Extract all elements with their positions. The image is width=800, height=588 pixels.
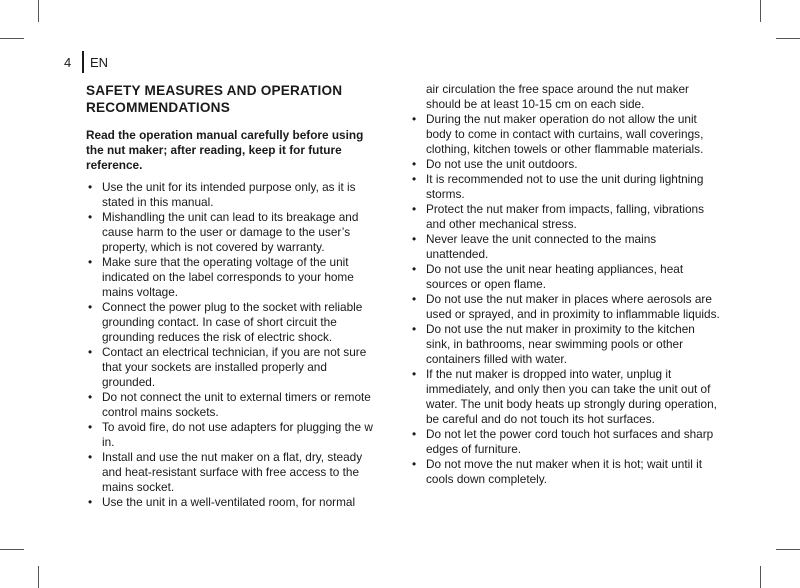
bullet-icon: •: [88, 210, 93, 224]
list-item: [410, 427, 720, 457]
list-item: [86, 255, 382, 300]
crop-mark: [760, 566, 761, 588]
bullet-icon: •: [412, 322, 417, 336]
list-item-text: Contact an electrical technician, if you are not sure that your sockets are installed properly and grounded.: [102, 345, 367, 389]
list-item-text: Use the unit in a well-ventilated room, for normal: [102, 495, 356, 509]
list-item: [410, 322, 720, 367]
list-item: [410, 367, 720, 427]
bullet-icon: •: [412, 367, 417, 381]
right-column: [410, 82, 720, 487]
bullet-icon: •: [88, 420, 93, 434]
crop-mark: [0, 549, 24, 550]
list-item: [86, 210, 382, 255]
list-item: [86, 345, 382, 390]
bullet-icon: •: [412, 202, 417, 216]
list-item-text: Do not use the nut maker in proximity to the kitchen sink, in bathrooms, near swimming pools or other containers filled with water.: [426, 322, 695, 366]
list-item-text: Never leave the unit connected to the mains unattended.: [426, 232, 657, 261]
bullet-icon: •: [412, 232, 417, 246]
header-divider: [82, 51, 84, 73]
safety-list-right: [410, 112, 720, 487]
list-item: [410, 157, 720, 172]
list-item-text: Make sure that the operating voltage of the unit indicated on the label corresponds to your home mains voltage.: [102, 255, 354, 299]
list-item: [86, 450, 382, 495]
bullet-icon: •: [88, 390, 93, 404]
crop-mark: [776, 549, 800, 550]
crop-mark: [760, 0, 761, 22]
bullet-icon: •: [412, 112, 417, 126]
list-item-text: Do not use the unit near heating appliances, heat sources or open flame.: [426, 262, 684, 291]
list-item-text: Connect the power plug to the socket with reliable grounding contact. In case of short circuit the grounding reduces the risk of electric shock.: [102, 300, 363, 344]
list-item-text: Protect the nut maker from impacts, falling, vibrations and other mechanical stress.: [426, 202, 704, 231]
crop-mark: [38, 566, 39, 588]
left-column: [86, 82, 382, 510]
bullet-icon: •: [88, 345, 93, 359]
section-title: SAFETY MEASURES AND OPERATION RECOMMENDATIONS: [86, 83, 343, 115]
list-item-text: During the nut maker operation do not allow the unit body to come in contact with curtains, wall coverings, clothing, kitchen towels or other flammable materials.: [426, 112, 704, 156]
page-number: 4: [64, 54, 72, 70]
bullet-icon: •: [412, 157, 417, 171]
list-item: [410, 457, 720, 487]
crop-mark: [38, 0, 39, 22]
list-item-text: Do not use the nut maker in places where aerosols are used or sprayed, and in proximity to inflammable liquids.: [426, 292, 720, 321]
list-item-text: It is recommended not to use the unit during lightning storms.: [426, 172, 704, 201]
list-item: [86, 390, 382, 420]
list-item: [86, 420, 382, 450]
bullet-icon: •: [88, 495, 93, 509]
bullet-icon: •: [88, 180, 93, 194]
language-code: EN: [90, 54, 109, 70]
bullet-icon: •: [412, 427, 417, 441]
list-item-text: Do not connect the unit to external timers or remote control mains sockets.: [102, 390, 371, 419]
list-item-text: Mishandling the unit can lead to its breakage and cause harm to the user or damage to the user’s property, which is not covered by warranty.: [102, 210, 359, 254]
list-item-text: Use the unit for its intended purpose only, as it is stated in this manual.: [102, 180, 356, 209]
crop-mark: [776, 38, 800, 39]
safety-list-left: [86, 180, 382, 510]
page-header: [64, 50, 108, 74]
bullet-icon: •: [412, 457, 417, 471]
continued-text: air circulation the free space around the nut maker should be at least 10-15 cm on each side.: [426, 82, 689, 111]
list-item-text: If the nut maker is dropped into water, unplug it immediately, and only then you can take the unit out of water. The unit body heats up strongly during operation, be careful and do not touch its hot surfaces.: [426, 367, 717, 426]
bullet-icon: •: [412, 172, 417, 186]
list-item: [410, 172, 720, 202]
list-item: [410, 262, 720, 292]
list-item-text: Do not move the nut maker when it is hot; wait until it cools down completely.: [426, 457, 703, 486]
bullet-icon: •: [88, 255, 93, 269]
bullet-icon: •: [88, 300, 93, 314]
list-item: [410, 232, 720, 262]
list-item: [410, 292, 720, 322]
list-item-text: Install and use the nut maker on a flat, dry, steady and heat-resistant surface with free access to the mains socket.: [102, 450, 363, 494]
list-item: [410, 202, 720, 232]
crop-mark: [0, 38, 24, 39]
list-item-text: Do not use the unit outdoors.: [426, 157, 578, 171]
bullet-icon: •: [412, 292, 417, 306]
bullet-icon: •: [88, 450, 93, 464]
list-item-text: To avoid fire, do not use adapters for plugging the w in.: [102, 420, 373, 449]
bullet-icon: •: [412, 262, 417, 276]
lead-paragraph: Read the operation manual carefully before using the nut maker; after reading, keep it for future reference.: [86, 128, 364, 172]
list-item: [86, 300, 382, 345]
list-item: [86, 495, 382, 510]
list-item: [86, 180, 382, 210]
list-item: [410, 112, 720, 157]
list-item-text: Do not let the power cord touch hot surfaces and sharp edges of furniture.: [426, 427, 714, 456]
